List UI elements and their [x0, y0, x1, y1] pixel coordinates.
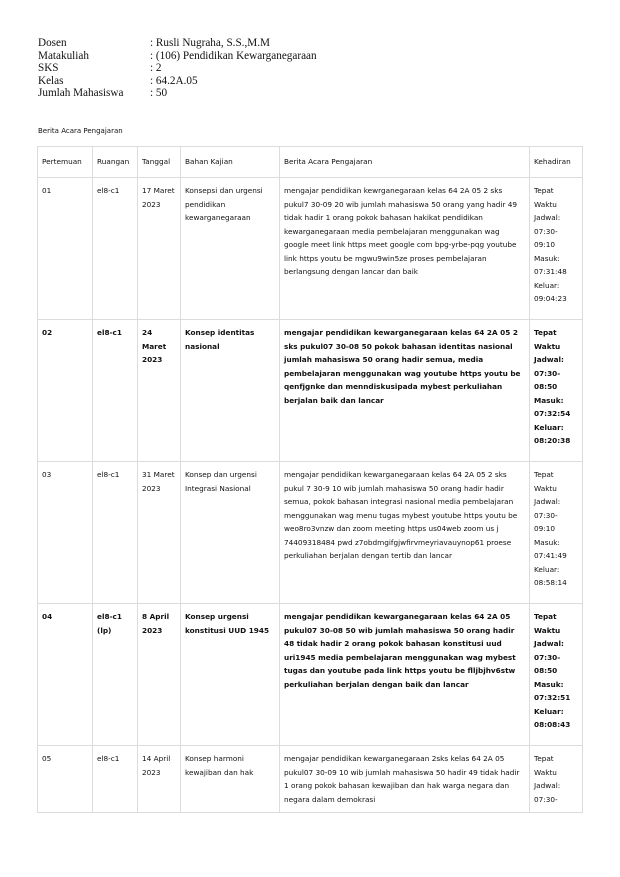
jumlah-mahasiswa-value: : 50 — [150, 87, 168, 100]
jumlah-mahasiswa-label: Jumlah Mahasiswa — [38, 87, 124, 100]
cell-ruangan: el8-c1 (lp) — [93, 604, 138, 746]
kelas-label: Kelas — [38, 74, 64, 87]
header-row-jumlah — [38, 87, 317, 100]
cell-pertemuan: 04 — [38, 604, 93, 746]
header-row-dosen — [38, 37, 317, 50]
cell-bahan-kajian: Konsep identitas nasional — [181, 320, 280, 462]
section-title: Berita Acara Pengajaran — [38, 127, 123, 135]
cell-tanggal: 24 Maret 2023 — [138, 320, 181, 462]
table-row — [38, 178, 583, 320]
cell-tanggal: 17 Maret 2023 — [138, 178, 181, 320]
matakuliah-label: Matakuliah — [38, 49, 89, 62]
cell-kehadiran: Tepat Waktu Jadwal: 07:30-08:50 Masuk: 07:32:54 Keluar: 08:20:38 — [530, 320, 583, 462]
cell-pertemuan: 01 — [38, 178, 93, 320]
cell-ruangan: el8-c1 — [93, 178, 138, 320]
cell-pertemuan: 03 — [38, 462, 93, 604]
col-header-tanggal: Tanggal — [138, 147, 181, 178]
cell-berita-acara: mengajar pendidikan kewarganegaraan kelas 64 2A 05 pukul07 30-08 50 wib jumlah mahasiswa 50 orang hadir 48 tidak hadir 2 orang pokok bahasan konstitusi uud uri1945 media pembelajaran menggunakan wag mybest tugas dan youtube pada link https youtu be flljbjhv6stw perkuliahan berjalan dengan baik dan lancar — [280, 604, 530, 746]
cell-berita-acara: mengajar pendidikan kewarganegaraan kelas 64 2A 05 2 sks pukul 7 30-9 10 wib jumlah mahasiswa 50 orang hadir hadir semua, pokok bahasan integrasi nasional media pembelajaran menggunakan wag menu tugas mybest youtube https youtu be weo8ro3vnzw dan zoom meeting https us04web zoom us j 74409318484 pwd z7obdmgifgjwfirvmeyriavauynop61 proese perkuliahan berjalan dengan tertib dan lancar — [280, 462, 530, 604]
col-header-bahan-kajian: Bahan Kajian — [181, 147, 280, 178]
col-header-kehadiran: Kehadiran — [530, 147, 583, 178]
cell-bahan-kajian: Konsep dan urgensi Integrasi Nasional — [181, 462, 280, 604]
dosen-value: : Rusli Nugraha, S.S.,M.M — [150, 37, 270, 49]
col-header-ruangan: Ruangan — [93, 147, 138, 178]
cell-berita-acara: mengajar pendidikan kewarganegaraan 2sks kelas 64 2A 05 pukul07 30-09 10 wib jumlah mahasiswa 50 hadir 49 tidak hadir 1 orang pokok bahasan kewajiban dan hak warga negara dan negara dalam demokrasi — [280, 746, 530, 813]
cell-pertemuan: 02 — [38, 320, 93, 462]
cell-ruangan: el8-c1 — [93, 746, 138, 813]
cell-kehadiran: Tepat Waktu Jadwal: 07:30-08:50 Masuk: 07:32:51 Keluar: 08:08:43 — [530, 604, 583, 746]
cell-tanggal: 31 Maret 2023 — [138, 462, 181, 604]
cell-kehadiran: Tepat Waktu Jadwal: 07:30- — [530, 746, 583, 813]
table-row — [38, 462, 583, 604]
cell-kehadiran: Tepat Waktu Jadwal: 07:30-09:10 Masuk: 07:41:49 Keluar: 08:58:14 — [530, 462, 583, 604]
table-row — [38, 604, 583, 746]
col-header-pertemuan: Pertemuan — [38, 147, 93, 178]
cell-bahan-kajian: Konsep harmoni kewajiban dan hak — [181, 746, 280, 813]
dosen-label: Dosen — [38, 37, 67, 49]
cell-tanggal: 14 April 2023 — [138, 746, 181, 813]
cell-bahan-kajian: Konsep urgensi konstitusi UUD 1945 — [181, 604, 280, 746]
col-header-berita-acara: Berita Acara Pengajaran — [280, 147, 530, 178]
kelas-value: : 64.2A.05 — [150, 74, 198, 87]
cell-tanggal: 8 April 2023 — [138, 604, 181, 746]
cell-bahan-kajian: Konsepsi dan urgensi pendidikan kewarganegaraan — [181, 178, 280, 320]
sks-label: SKS — [38, 62, 59, 75]
matakuliah-value: : (106) Pendidikan Kewarganegaraan — [150, 49, 317, 62]
cell-pertemuan: 05 — [38, 746, 93, 813]
header-row-kelas — [38, 75, 317, 88]
cell-berita-acara: mengajar pendidikan kewrganegaraan kelas 64 2A 05 2 sks pukul7 30-09 20 wib jumlah mahasiswa 50 orang yang hadir 49 tidak hadir 1 orang pokok bahasan hakikat pendidikan kewarganegaraan media pembelajaran menggunakan wag google meet link https meet google com bpg-yrbe-pqg youtube link https youtu be mgwu9win5ze proses pembelajaran berlangsung dengan lancar dan baik — [280, 178, 530, 320]
cell-ruangan: el8-c1 — [93, 320, 138, 462]
cell-ruangan: el8-c1 — [93, 462, 138, 604]
table-row — [38, 746, 583, 813]
berita-acara-table — [37, 146, 583, 813]
table-header-row — [38, 147, 583, 178]
sks-value: : 2 — [150, 62, 162, 75]
document-header — [38, 37, 317, 100]
cell-berita-acara: mengajar pendidikan kewarganegaraan kelas 64 2A 05 2 sks pukul07 30-08 50 pokok bahasan identitas nasional jumlah mahasiswa 50 orang hadir semua, media pembelajaran menggunakan wag youtube https youtu be qenfjgnke dan menndiskusipada mybest perkuliahan berjalan baik dan lancar — [280, 320, 530, 462]
header-row-matakuliah — [38, 50, 317, 63]
header-row-sks — [38, 62, 317, 75]
table-row — [38, 320, 583, 462]
cell-kehadiran: Tepat Waktu Jadwal: 07:30-09:10 Masuk: 07:31:48 Keluar: 09:04:23 — [530, 178, 583, 320]
